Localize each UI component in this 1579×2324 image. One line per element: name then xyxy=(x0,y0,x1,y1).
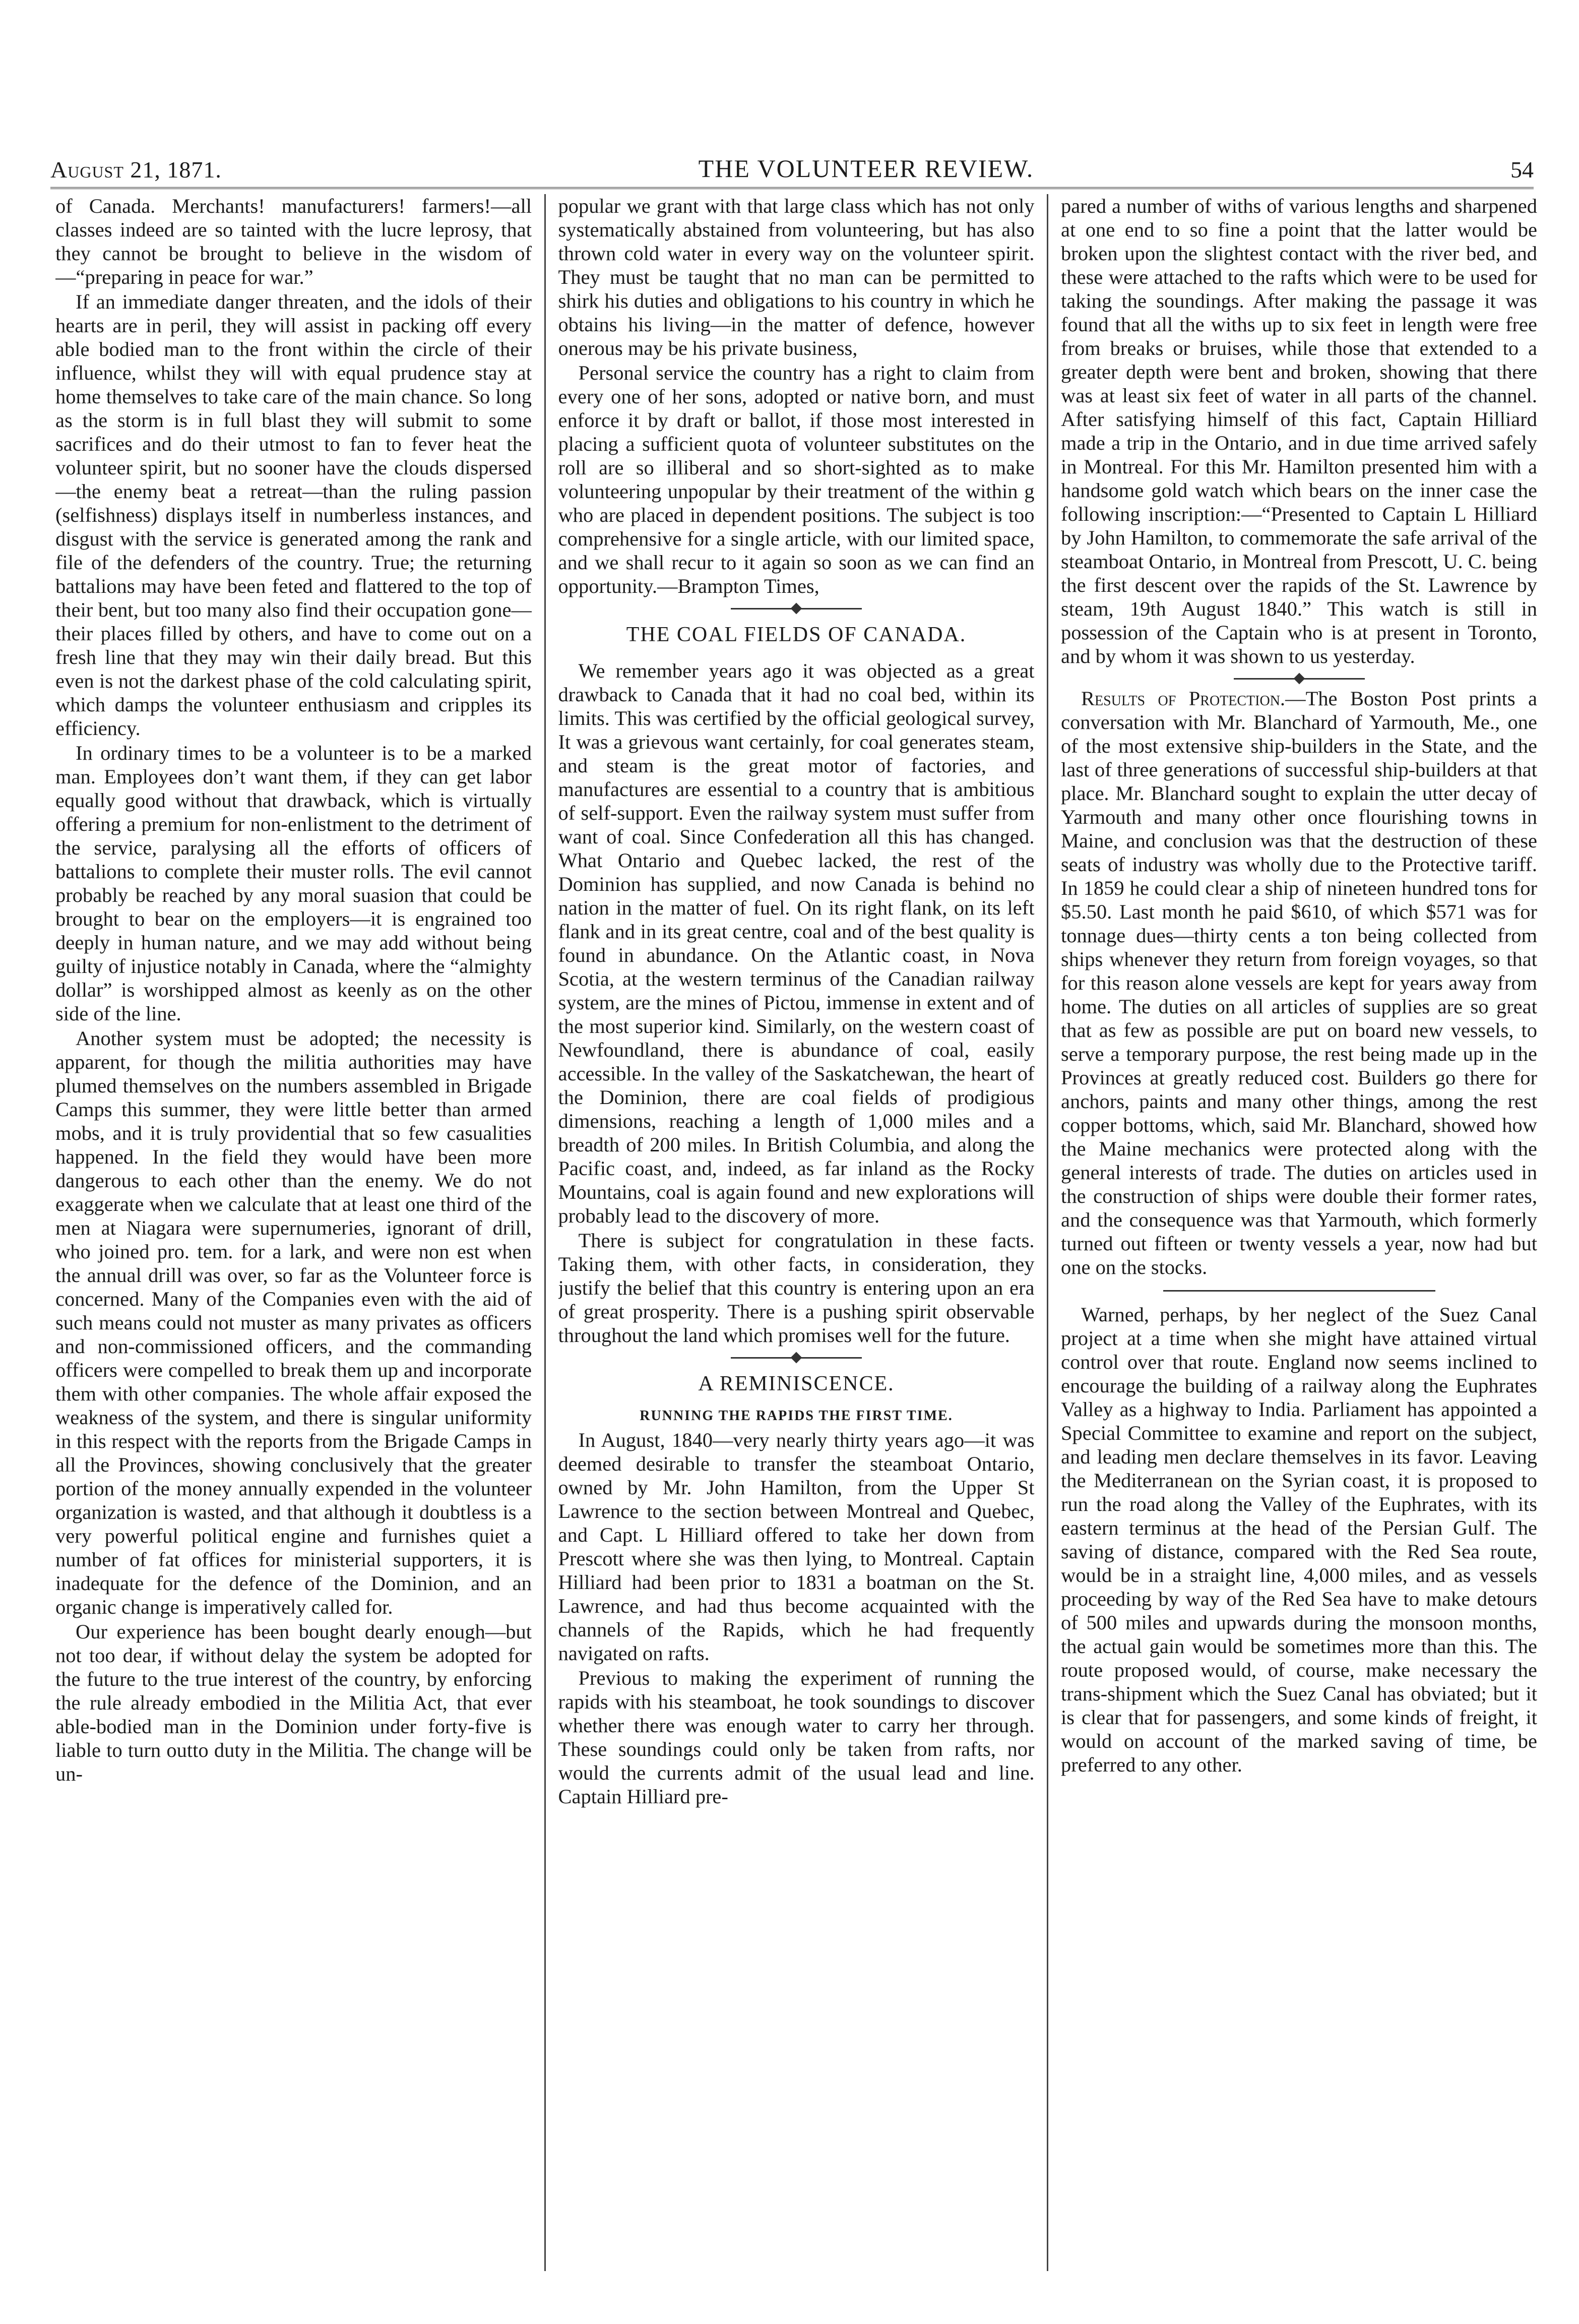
column-2 xyxy=(558,194,1035,2271)
paragraph: Another system must be adopted; the necessity is apparent, for though the militia authorities may have plumed themselves on the numbers assembled in Brigade Camps this summer, they were little better than armed mobs, and it is truly providential that so few casualities happened. In the field they would have been more dangerous to each other than the enemy. We do not exaggerate when we calculate that at least one third of the men at Niagara were supernumeries, ignorant of drill, who joined pro. tem. for a lark, and were non est when the annual drill was over, so far as the Volunteer force is concerned. Many of the Companies even with the aid of such means could not muster as many privates as officers and non-commissioned officers, and the commanding officers were compelled to break them up and incorporate them with other companies. The whole affair exposed the weakness of the system, and there is singular uniformity in this respect with the reports from the Brigade Camps in all the Provinces, showing conclusively that the greater portion of the money annually expended in the volunteer organization is wasted, and that although it doubtless is a very powerful political engine and furnishes quiet a number of fat offices for ministerial supporters, it is inadequate for the defence of the Dominion, and an organic change is imperatively called for. xyxy=(55,1027,532,1618)
column-3 xyxy=(1061,194,1537,2271)
column-1 xyxy=(55,194,532,2271)
paragraph: There is subject for congratulation in these facts. Taking them, with other facts, in consideration, they justify the belief that this country is entering upon an era of great prosperity. There is a pushing spirit observable throughout the land which promises well for the future. xyxy=(558,1229,1035,1347)
lead-in: Results of Protection. xyxy=(1081,687,1286,710)
section-divider xyxy=(731,608,862,609)
paragraph: Warned, perhaps, by her neglect of the Suez Canal project at a time when she might have attained virtual control over that route. England now seems inclined to encourage the building of a railway along the Euphrates Valley as a highway to India. Parliament has appointed a Special Committee to examine and report on the subject, and leading men declare themselves in its favor. Leaving the Mediterranean on the Syrian coast, it is proposed to run the road along the Valley of the Euphrates, with its eastern terminus at the head of the Persian Gulf. The saving of distance, compared with the Red Sea route, would be in a straight line, 4,000 miles, and as vessels proceeding by way of the Red Sea have to make detours of 500 miles and upwards during the monsoon months, the actual gain would be sometimes more than this. The route proposed would, of course, make necessary the trans-shipment which the Suez Canal has obviated; but it is clear that for passengers, and some kinds of freight, it would on account of the marked saving of time, be preferred to any other. xyxy=(1061,1303,1537,1776)
column-divider xyxy=(1047,194,1048,2271)
paragraph: Personal service the country has a right to claim from every one of her sons, adopted or native born, and must enforce it by draft or ballot, if those most interested in placing a sufficient quota of volunteer substitutes on the roll are so illiberal and so short-sighted as to make volunteering unpopular by their treatment of the within g who are placed in dependent positions. The subject is too comprehensive for a single article, with our limited space, and we shall recur to it again so soon as we can find an opportunity.—Brampton Times, xyxy=(558,361,1035,597)
paragraph: We remember years ago it was objected as a great drawback to Canada that it had no coal bed, within its limits. This was certified by the official geological survey, It was a grievous want certainly, for coal generates steam, and steam is the great motor of factories, and manufactures are essential to a country that is ambitious of self-support. Even the railway system must suffer from want of coal. Since Confederation all this has changed. What Ontario and Quebec lacked, the rest of the Dominion has supplied, and now Canada is behind no nation in the matter of fuel. On its right flank, on its left flank and in its great centre, coal and of the best quality is found in abundance. On the Atlantic coast, in Nova Scotia, at the western terminus of the Canadian railway system, are the mines of Pictou, immense in extent and of the most superior kind. Similarly, on the western coast of Newfoundland, there is abundance of coal, easily accessible. In the valley of the Saskatchewan, the heart of the Dominion, there are coal fields of prodigious dimensions, reaching a length of 1,000 miles and a breadth of 200 miles. In British Columbia, and along the Pacific coast, and, indeed, as far inland as the Rocky Mountains, coal is again found and new explorations will probably lead to the discovery of more. xyxy=(558,659,1035,1227)
paragraph: Our experience has been bought dearly enough—but not too dear, if without delay the system be adopted for the future to the true interest of the country, by enforcing the rule already embodied in the Militia Act, that ever able-bodied man in the Dominion under forty-five is liable to turn outto duty in the Militia. The change will be un- xyxy=(55,1620,532,1785)
page-number: 54 xyxy=(1510,157,1534,182)
article-heading-reminiscence: A REMINISCENCE. xyxy=(698,1372,895,1395)
publication-title: THE VOLUNTEER REVIEW. xyxy=(698,154,1034,182)
paragraph: popular we grant with that large class which has not only systematically abstained from volunteering, but has also thrown cold water in every way on the volunteer spirit. They must be taught that no man can be permitted to shirk his duties and obligations to his country in which he obtains his living—in the matter of defence, however onerous may be his private business, xyxy=(558,195,1035,359)
section-divider xyxy=(731,1357,862,1359)
paragraph-protection xyxy=(1061,687,1537,1279)
paragraph: In ordinary times to be a volunteer is to be a marked man. Employees don’t want them, if they can get labor equally good without that drawback, which is virtually offering a premium for non-enlistment to the detriment of the service, paralysing all the efforts of officers of battalions to complete their muster rolls. The evil cannot probably be reached by any moral suasion that could be brought to bear on the employers—it is engrained too deeply in human nature, and we may add without being guilty of injustice notably in Canada, where the “almighty dollar” is worshipped almost as keenly as on the other side of the line. xyxy=(55,742,532,1025)
issue-date: August 21, 1871. xyxy=(50,157,222,182)
article-subheading: RUNNING THE RAPIDS THE FIRST TIME. xyxy=(640,1408,953,1424)
article-columns xyxy=(55,194,1537,2271)
paragraph-body: —The Boston Post prints a conversation with Mr. Blanchard of Yarmouth, Me., one of the most extensive ship-builders in the State, and the last of three generations of successful ship-builders at that place. Mr. Blanchard sought to explain the utter decay of Yarmouth and many other once flourishing towns in Maine, and conclusion was that the destruction of these seats of industry was wholly due to the Protective tariff. In 1859 he could clear a ship of nineteen hundred tons for $5.50. Last month he paid $610, of which $571 was for tonnage dues—thirty cents a ton being collected from ships whenever they return from foreign voyages, so that for this reason alone vessels are kept for years away from home. The duties on all articles of supplies are so great that as few as possible are put on board new vessels, to serve a temporary purpose, the rest being made up in the Provinces at greatly reduced cost. Builders go there for anchors, paints and many other things, among the rest copper bottoms, which, said Mr. Blanchard, showed how the Maine mechanics were protected along with the general interests of trade. The duties on articles used in the construction of ships were double their former rates, and the consequence was that Yarmouth, which formerly turned out fifteen or twenty vessels a year, now had but one on the stocks. xyxy=(1061,687,1537,1278)
paragraph: In August, 1840—very nearly thirty years ago—it was deemed desirable to transfer the steamboat Ontario, owned by Mr. John Hamilton, from the Upper St Lawrence to the section between Montreal and Quebec, and Capt. L Hilliard offered to take her down from Prescott where she was then lying, to Montreal. Captain Hilliard had been prior to 1831 a boatman on the St. Lawrence, and had thus become acquainted with the channels of the Rapids, which he had frequently navigated on rafts. xyxy=(558,1429,1035,1665)
section-divider xyxy=(1163,1290,1435,1292)
paragraph: Previous to making the experiment of running the rapids with his steamboat, he took soundings to discover whether there was enough water to carry her through. These soundings could only be taken from rafts, nor would the currents admit of the usual lead and line. Captain Hilliard pre- xyxy=(558,1667,1035,1808)
paragraph: of Canada. Merchants! manufacturers! farmers!—all classes indeed are so tainted with the lucre leprosy, that they cannot be brought to believe in the wisdom of—“preparing in peace for war.” xyxy=(55,195,532,288)
paragraph: pared a number of withs of various lengths and sharpened at one end to so fine a point that the latter would be broken upon the slightest contact with the river bed, and these were attached to the rafts which were to be used for taking the soundings. After making the passage it was found that all the withs up to six feet in length were free from breaks or bruises, while those that extended to a greater depth were bent and broken, showing that there was at least six feet of water in all parts of the channel. After satisfying himself of this fact, Captain Hilliard made a trip in the Ontario, and in due time arrived safely in Montreal. For this Mr. Hamilton presented him with a handsome gold watch which bears on the inner case the following inscription:—“Presented to Captain L Hilliard by John Hamilton, to commemorate the safe arrival of the steamboat Ontario, in Montreal from Prescott, U. C. being the first descent over the rapids of the St. Lawrence by steam, 19th August 1840.” This watch is still in possession of the Captain who is at present in Toronto, and by whom it was shown to us yesterday. xyxy=(1061,195,1537,667)
paragraph: If an immediate danger threaten, and the idols of their hearts are in peril, they will assist in packing off every able bodied man to the front within the circle of their influence, whilst they will with equal prudence stay at home themselves to take care of the main chance. So long as the storm is in full blast they will submit to some sacrifices and do their utmost to fan to fever heat the volunteer spirit, but no sooner have the clouds dispersed—the enemy beat a retreat—than the ruling passion (selfishness) displays itself in numberless instances, and disgust with the service is generated among the rank and file of the defenders of the country. True; the returning battalions may have been feted and flattered to the top of their bent, but too many also find their occupation gone—their places filled by others, and have to come out on a fresh line that they may win their daily bread. But this even is not the darkest phase of the cold calculating spirit, which damps the volunteer enthusiasm and cripples its efficiency. xyxy=(55,290,532,740)
section-divider xyxy=(1234,678,1365,680)
article-heading-coal-fields: THE COAL FIELDS OF CANADA. xyxy=(626,623,967,646)
page-header xyxy=(50,135,1534,189)
column-divider xyxy=(544,194,546,2271)
